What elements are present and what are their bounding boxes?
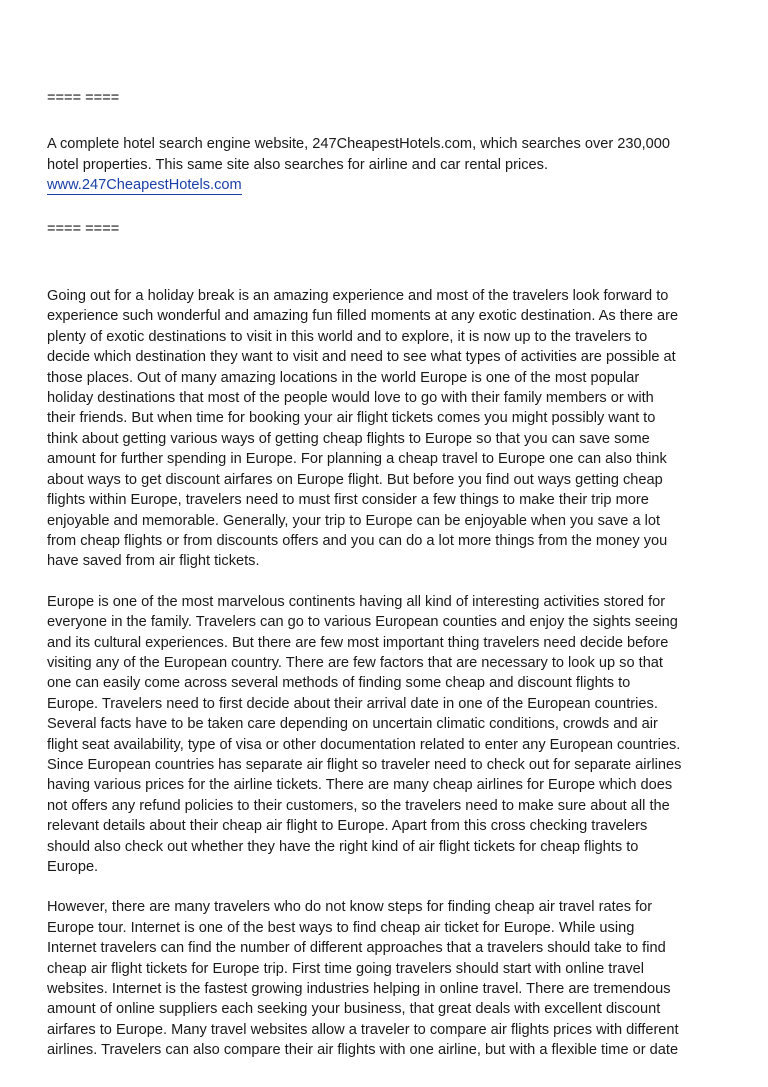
paragraph-line: Since European countries has separate air flight so traveler need to check out for separate airlines	[47, 756, 682, 773]
paragraph-line: those places. Out of many amazing locations in the world Europe is one of the most popular	[47, 369, 640, 386]
paragraph-line: everyone in the family. Travelers can go to various European counties and enjoy the sights seeing	[47, 614, 678, 631]
paragraph-line: cheap air flight tickets for Europe trip. First time going travelers should start with online travel	[47, 960, 644, 977]
paragraph-2	[47, 592, 727, 878]
paragraph-line: should also check out whether they have the right kind of air flight tickets for cheap flights to	[47, 838, 639, 855]
paragraph-line: Europe tour. Internet is one of the best ways to find cheap air ticket for Europe. While using	[47, 919, 635, 936]
paragraph-line: think about getting various ways of getting cheap flights to Europe so that you can save some	[47, 430, 650, 447]
site-link[interactable]: www.247CheapestHotels.com	[47, 177, 242, 194]
paragraph-line: airlines. Travelers can also compare their air flights with one airline, but with a flexible time or date	[47, 1042, 679, 1059]
paragraph-line: plenty of exotic destinations to visit in this world and to explore, it is now up to the travelers to	[47, 328, 648, 345]
paragraph-line: enjoyable and memorable. Generally, your trip to Europe can be enjoyable when you save a lot	[47, 512, 661, 529]
paragraph-line: having various prices for the airline tickets. There are many cheap airlines for Europe which does	[47, 777, 673, 794]
paragraph-1	[47, 286, 727, 572]
intro-line-1: A complete hotel search engine website, 247CheapestHotels.com, which searches over 230,000	[47, 136, 671, 153]
paragraph-line: about ways to get discount airfares on Europe flight. But before you find out ways getting cheap	[47, 471, 663, 488]
paragraph-line: Several facts have to be taken care depending on uncertain climatic conditions, crowds and air	[47, 716, 658, 733]
paragraph-line: experience such wonderful and amazing fun filled moments at any exotic destination. As there are	[47, 308, 679, 325]
paragraph-line: not offers any refund policies to their customers, so the travelers need to make sure about all the	[47, 797, 670, 814]
paragraph-line: websites. Internet is the fastest growing industries helping in online travel. There are tremendous	[47, 981, 671, 998]
document-page	[47, 88, 727, 1061]
paragraph-line: relevant details about their cheap air flight to Europe. Apart from this cross checking travelers	[47, 818, 648, 835]
paragraph-line: have saved from air flight tickets.	[47, 553, 260, 570]
paragraph-line: However, there are many travelers who do not know steps for finding cheap air travel rates for	[47, 899, 653, 916]
paragraph-line: flights within Europe, travelers need to must first consider a few things to make their trip more	[47, 492, 649, 509]
intro-block	[47, 134, 727, 195]
paragraph-line: Internet travelers can find the number of different approaches that a travelers should take to find	[47, 940, 666, 957]
intro-line-2: hotel properties. This same site also searches for airline and car rental prices.	[47, 156, 549, 173]
separator-top: ==== ====	[47, 90, 120, 106]
intro-link-wrapper	[47, 175, 727, 195]
paragraph-line: airfares to Europe. Many travel websites allow a traveler to compare air flights prices with different	[47, 1021, 679, 1038]
separator-bottom: ==== ====	[47, 220, 120, 237]
paragraph-line: amount for further spending in Europe. For planning a cheap travel to Europe one can also think	[47, 451, 667, 468]
paragraph-line: holiday destinations that most of the people would love to go with their family members or with	[47, 390, 654, 407]
paragraph-line: from cheap flights or from discounts offers and you can do a lot more things from the money you	[47, 532, 668, 549]
paragraph-line: Europe.	[47, 859, 99, 875]
paragraph-line: amount of online suppliers each seeking your business, that great deals with excellent discount	[47, 1001, 661, 1018]
paragraph-line: Europe is one of the most marvelous continents having all kind of interesting activities stored for	[47, 593, 666, 610]
paragraph-line: Europe. Travelers need to first decide about their arrival date in one of the European countries.	[47, 695, 658, 712]
paragraph-line: flight seat availability, type of visa or other documentation related to enter any European countries.	[47, 736, 681, 753]
paragraph-line: visiting any of the European country. There are few factors that are necessary to look up so that	[47, 654, 663, 671]
paragraph-line: one can easily come across several methods of finding some cheap and discount flights to	[47, 675, 631, 692]
paragraph-line: and its cultural experiences. But there are few most important thing travelers need decide before	[47, 634, 669, 651]
paragraph-3	[47, 897, 727, 1060]
paragraph-line: decide which destination they want to visit and need to see what types of activities are possible at	[47, 349, 676, 366]
paragraph-line: their friends. But when time for booking your air flight tickets comes you might possibly want to	[47, 410, 656, 427]
paragraph-line: Going out for a holiday break is an amazing experience and most of the travelers look forward to	[47, 288, 669, 305]
